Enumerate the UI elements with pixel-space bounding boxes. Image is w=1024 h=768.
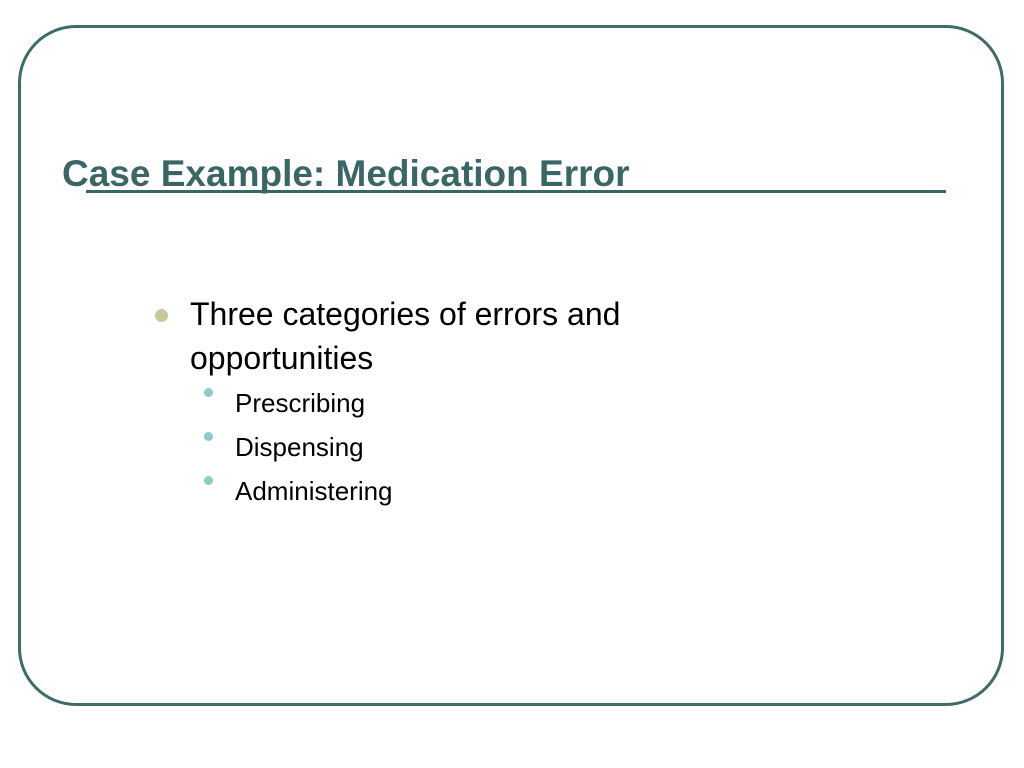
title-underline xyxy=(86,190,946,193)
slide-content xyxy=(152,292,772,513)
slide-title: Case Example: Medication Error xyxy=(62,153,630,194)
bullet-item xyxy=(152,292,772,380)
bullet-dot-icon xyxy=(155,309,168,322)
sub-bullet-dot-icon xyxy=(204,388,213,397)
sub-bullet-item xyxy=(190,425,772,469)
sub-bullet-dot-icon xyxy=(204,432,213,441)
bullet-text: Three categories of errors and opportunities xyxy=(190,296,621,376)
sub-bullet-text: Prescribing xyxy=(235,388,366,418)
sub-bullet-item xyxy=(190,381,772,425)
sub-bullet-item xyxy=(190,469,772,513)
sub-bullet-list xyxy=(152,381,772,513)
sub-bullet-text: Administering xyxy=(235,476,393,506)
sub-bullet-text: Dispensing xyxy=(235,432,364,462)
sub-bullet-dot-icon xyxy=(204,476,213,485)
